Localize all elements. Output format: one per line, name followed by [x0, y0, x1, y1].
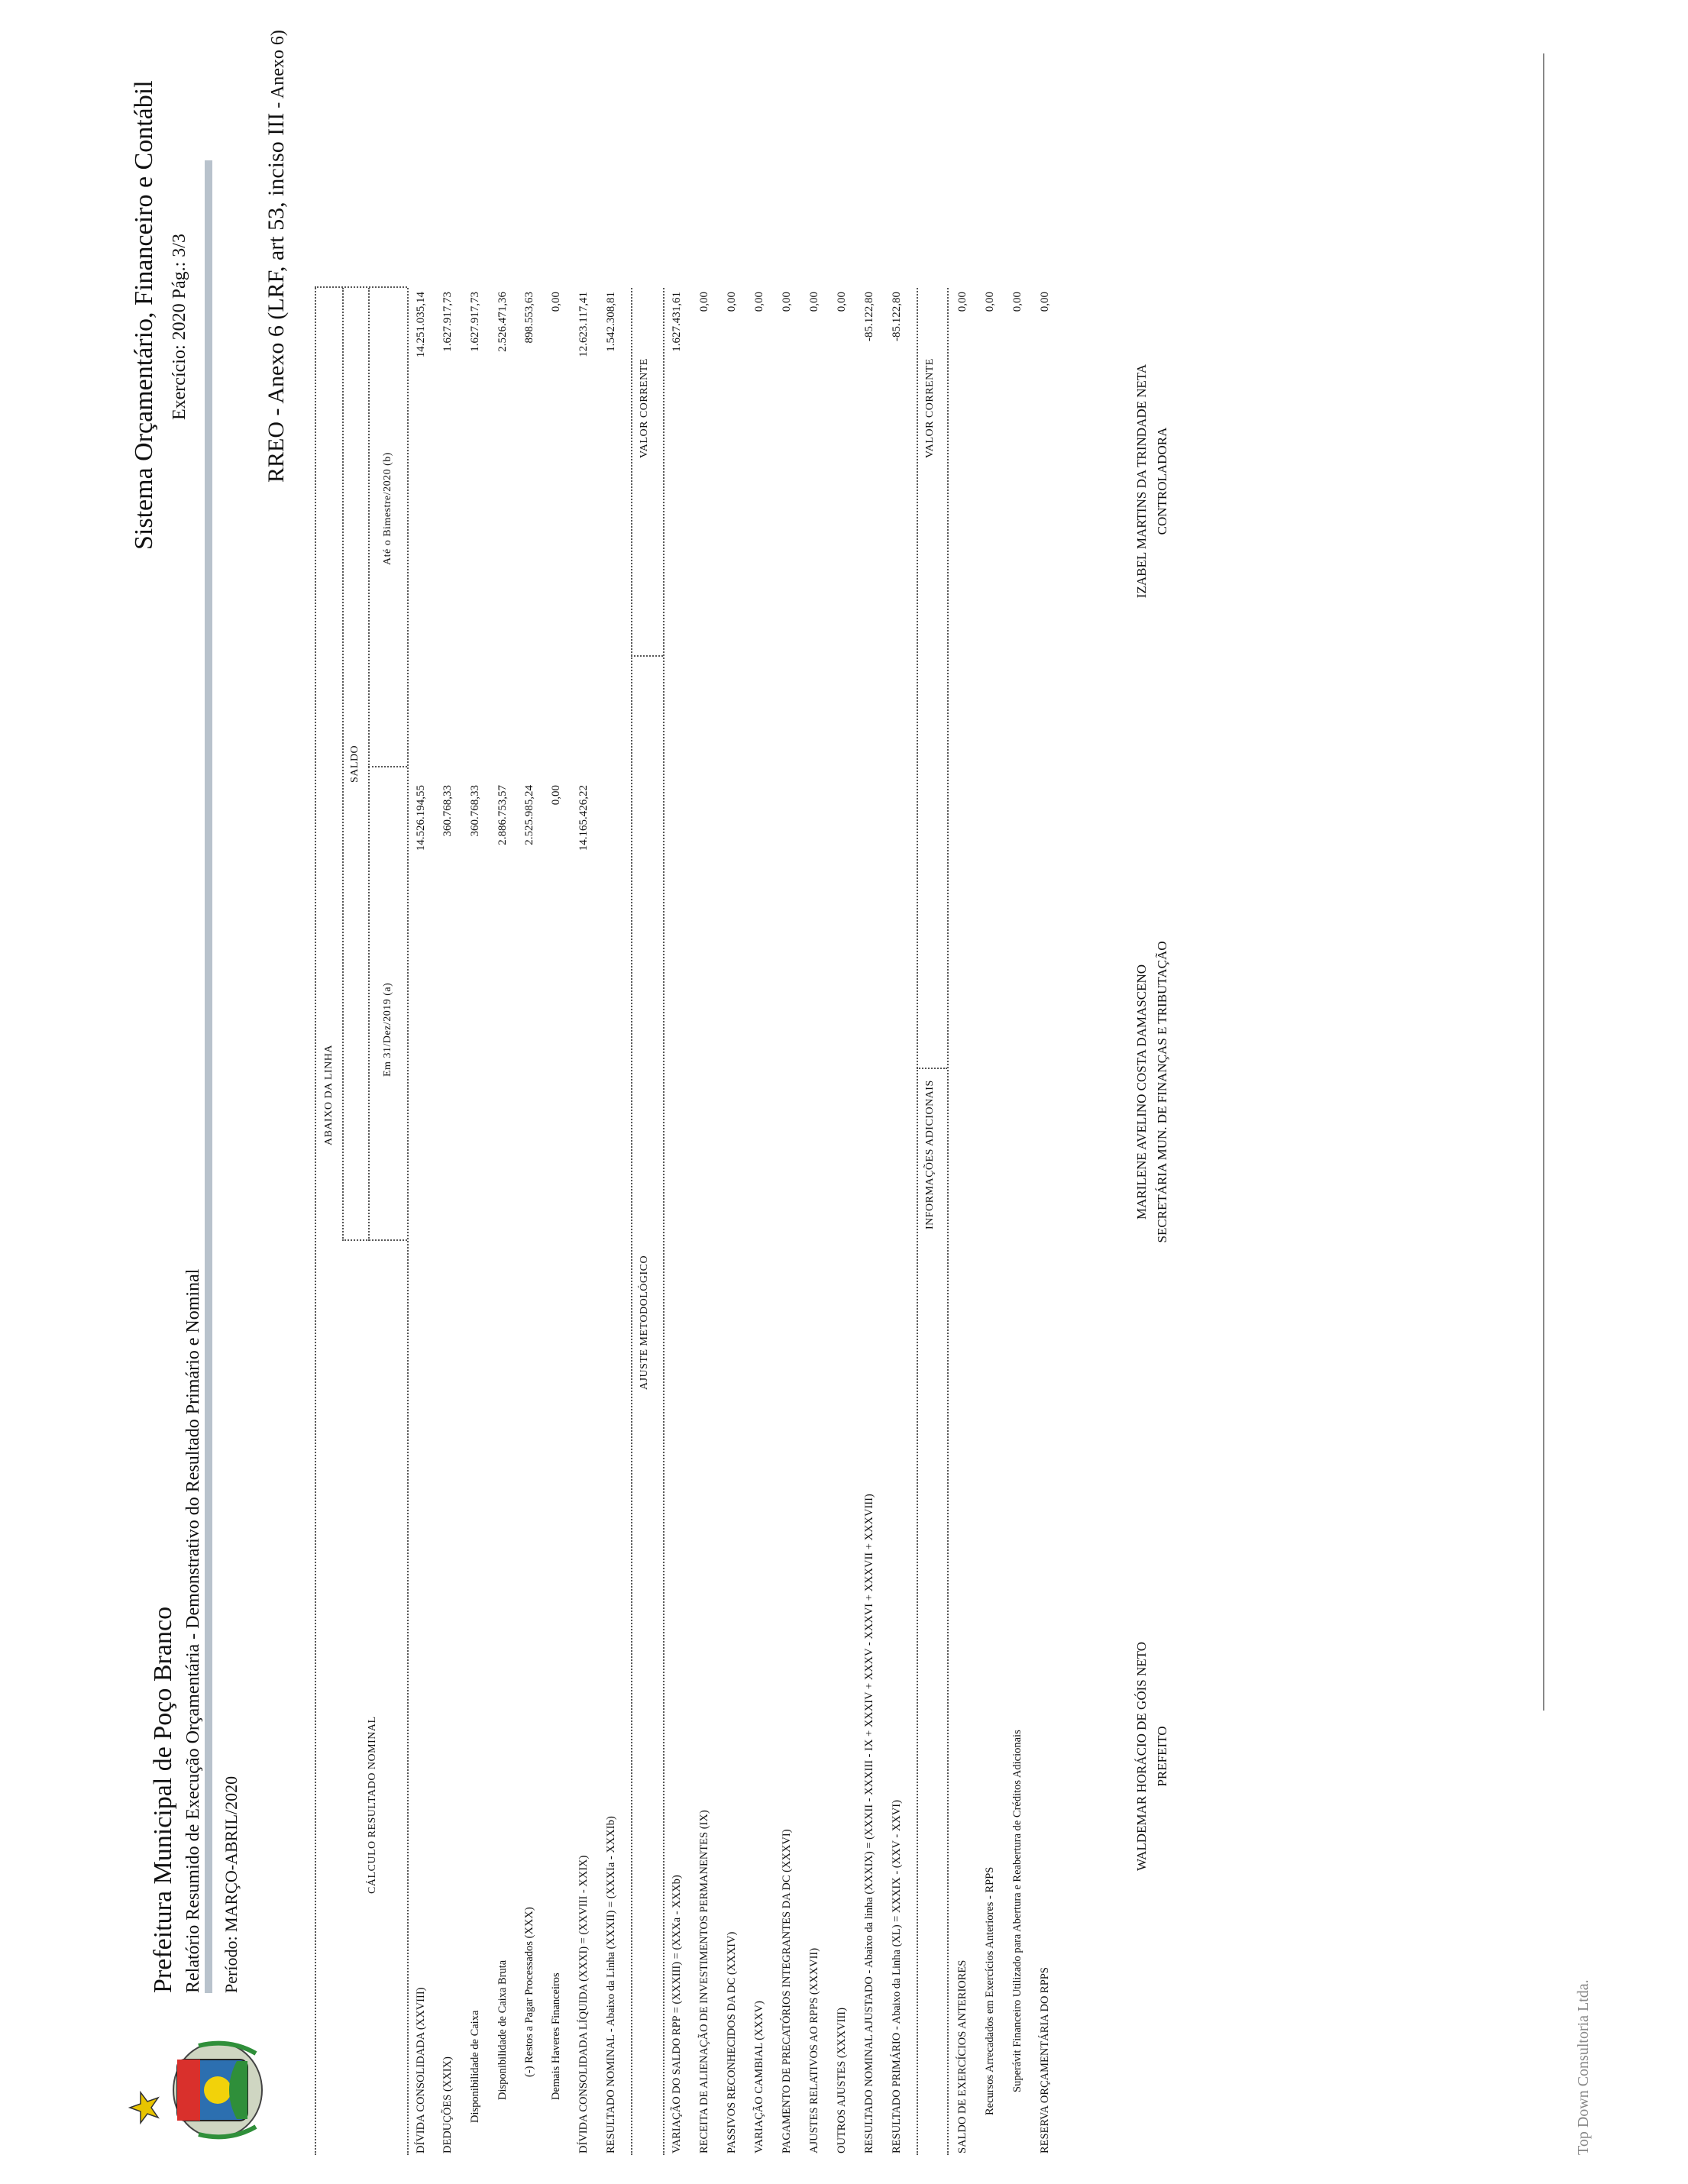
- nominal-value-a: 14.526.194,55: [415, 785, 427, 851]
- ajuste-end-line: [917, 288, 918, 2155]
- ajuste-value: 0,00: [698, 292, 710, 312]
- info-header-line: [947, 288, 949, 2155]
- ajuste-label: VARIAÇÃO CAMBIAL (XXXV): [753, 2001, 765, 2153]
- nominal-value-a: 14.165.426,22: [577, 785, 590, 851]
- signature-name: MARILENE AVELINO COSTA DAMASCENO: [1134, 964, 1149, 1220]
- ajuste-label: RESULTADO NOMINAL AJUSTADO - Abaixo da linha (XXXIX) = (XXXII - XXXIII - IX + XXXIV + XXXV - XXXVI + XXXVII + XXXVIII): [863, 1494, 875, 2153]
- info-label: SALDO DE EXERCÍCIOS ANTERIORES: [956, 1959, 968, 2153]
- info-value: 0,00: [1039, 292, 1051, 312]
- nominal-value-a: 0,00: [550, 785, 562, 806]
- rreo-title: [264, 30, 289, 483]
- nominal-label: DEDUÇÕES (XXIX): [441, 2056, 454, 2153]
- nominal-value-b: 14.251.035,14: [415, 292, 427, 358]
- col-divider-2: [368, 766, 407, 767]
- ajuste-col-divider: [631, 655, 663, 657]
- ajuste-label: AJUSTES RELATIVOS AO RPPS (XXXVII): [808, 1947, 820, 2153]
- signature-role: SECRETÁRIA MUN. DE FINANÇAS E TRIBUTAÇÃO: [1155, 941, 1169, 1243]
- col-b-header: Até o Bimestre/2020 (b): [382, 452, 393, 565]
- ajuste-col-header: VALOR CORRENTE: [639, 358, 650, 458]
- ajuste-label: RESULTADO PRIMÁRIO - Abaixo da Linha (XL) = XXXIX - (XXV - XXVI): [891, 1800, 903, 2153]
- nominal-value-b: 2.526.471,36: [496, 292, 509, 352]
- ajuste-label: PAGAMENTO DE PRECATÓRIOS INTEGRANTES DA DC (XXXVI): [781, 1829, 793, 2153]
- signature-name: IZABEL MARTINS DA TRINDADE NETA: [1134, 363, 1149, 599]
- ajuste-label: RECEITA DE ALIENAÇÃO DE INVESTIMENTOS PERMANENTES (IX): [698, 1810, 710, 2153]
- header-rule: [205, 160, 212, 1993]
- nominal-label: RESULTADO NOMINAL - Abaixo da Linha (XXXII) = (XXXIa - XXXIb): [605, 1816, 617, 2153]
- nominal-value-b: 1.542.308,81: [605, 292, 617, 352]
- group-line: [342, 288, 344, 1241]
- ajuste-value: 1.627.431,61: [671, 292, 683, 352]
- org-title: Prefeitura Municipal de Poço Branco: [149, 1606, 177, 1993]
- signature-role: CONTROLADORA: [1155, 427, 1169, 535]
- info-col-header: VALOR CORRENTE: [924, 358, 936, 458]
- nominal-value-a: 360.768,33: [441, 785, 454, 837]
- signature-role: PREFEITO: [1155, 1726, 1169, 1787]
- ajuste-label: OUTROS AJUSTES (XXXVIII): [836, 2008, 848, 2153]
- nominal-value-b: 12.623.117,41: [577, 292, 590, 357]
- info-label: Recursos Arrecadados em Exercícios Anteriores - RPPS: [984, 1866, 996, 2115]
- footer-text: Top Down Consultoria Ltda.: [1575, 1979, 1592, 2155]
- coat-of-arms-logo: [122, 2035, 267, 2150]
- nominal-value-a: 2.525.985,24: [523, 785, 535, 845]
- table-top-line: [315, 288, 316, 2155]
- info-value: 0,00: [984, 292, 996, 312]
- nominal-header-line: [407, 288, 409, 2155]
- saldo-line: [368, 288, 370, 1241]
- footer-rule: [1543, 53, 1544, 1711]
- nominal-label: Demais Haveres Financeiros: [550, 1972, 562, 2100]
- ajuste-label: VARIAÇÃO DO SALDO RPP = (XXXIII) = (XXXa - XXXb): [671, 1875, 683, 2153]
- nominal-value-b: 1.627.917,73: [469, 292, 481, 352]
- nominal-label: DÍVIDA CONSOLIDADA LÍQUIDA (XXXI) = (XXVIII - XXIX): [577, 1855, 590, 2153]
- nominal-value-a: 2.886.753,57: [496, 785, 509, 845]
- nominal-value-b: 898.553,63: [523, 292, 535, 344]
- ajuste-value: -85.122,80: [863, 292, 875, 341]
- info-title: INFORMAÇÕES ADICIONAIS: [924, 1080, 936, 1229]
- col-divider-3: [315, 286, 407, 288]
- ajuste-value: 0,00: [753, 292, 765, 312]
- nominal-group: ABAIXO DA LINHA: [323, 1045, 335, 1145]
- nominal-title: CÁLCULO RESULTADO NOMINAL: [367, 1716, 378, 1894]
- rreo-main: RREO - Anexo 6 (LRF, art 53, inciso III: [264, 112, 289, 483]
- nominal-label: Disponibilidade de Caixa Bruta: [496, 1959, 509, 2100]
- info-value: 0,00: [1011, 292, 1023, 312]
- system-title: Sistema Orçamentário, Financeiro e Contábil: [130, 80, 158, 550]
- nominal-value-b: 0,00: [550, 292, 562, 312]
- ajuste-header-line: [663, 288, 665, 2155]
- col-divider-1: [342, 1239, 407, 1241]
- saldo-header: SALDO: [349, 745, 361, 783]
- exercise-page: Exercício: 2020 Pág.: 3/3: [170, 234, 189, 420]
- info-label: Superávit Financeiro Utilizado para Abertura e Reabertura de Créditos Adicionais: [1011, 1730, 1023, 2092]
- nominal-label: (-) Restos a Pagar Processados (XXX): [523, 1907, 535, 2077]
- ajuste-value: 0,00: [836, 292, 848, 312]
- signature-name: WALDEMAR HORÁCIO DE GÓIS NETO: [1134, 1642, 1149, 1872]
- col-a-header: Em 31/Dez/2019 (a): [382, 982, 393, 1077]
- report-period: Período: MARÇO-ABRIL/2020: [222, 1775, 241, 1993]
- nominal-end-line: [631, 288, 632, 2155]
- nominal-value-b: 1.627.917,73: [441, 292, 454, 352]
- info-value: 0,00: [956, 292, 968, 312]
- info-label: RESERVA ORÇAMENTÁRIA DO RPPS: [1039, 1967, 1051, 2153]
- ajuste-value: 0,00: [781, 292, 793, 312]
- ajuste-value: 0,00: [726, 292, 738, 312]
- report-title: Relatório Resumido de Execução Orçamentária - Demonstrativo do Resultado Primário e Nominal: [183, 1268, 203, 1993]
- rreo-suffix: - Anexo 6): [268, 30, 288, 113]
- ajuste-title: AJUSTE METODOLÓGICO: [639, 1255, 650, 1390]
- ajuste-label: PASSIVOS RECONHECIDOS DA DC (XXXIV): [726, 1931, 738, 2153]
- ajuste-value: 0,00: [808, 292, 820, 312]
- nominal-label: Disponibilidade de Caixa: [469, 2010, 481, 2123]
- nominal-label: DÍVIDA CONSOLIDADA (XXVIII): [415, 1987, 427, 2153]
- nominal-value-a: 360.768,33: [469, 785, 481, 837]
- ajuste-value: -85.122,80: [891, 292, 903, 341]
- info-col-divider: [917, 1068, 947, 1069]
